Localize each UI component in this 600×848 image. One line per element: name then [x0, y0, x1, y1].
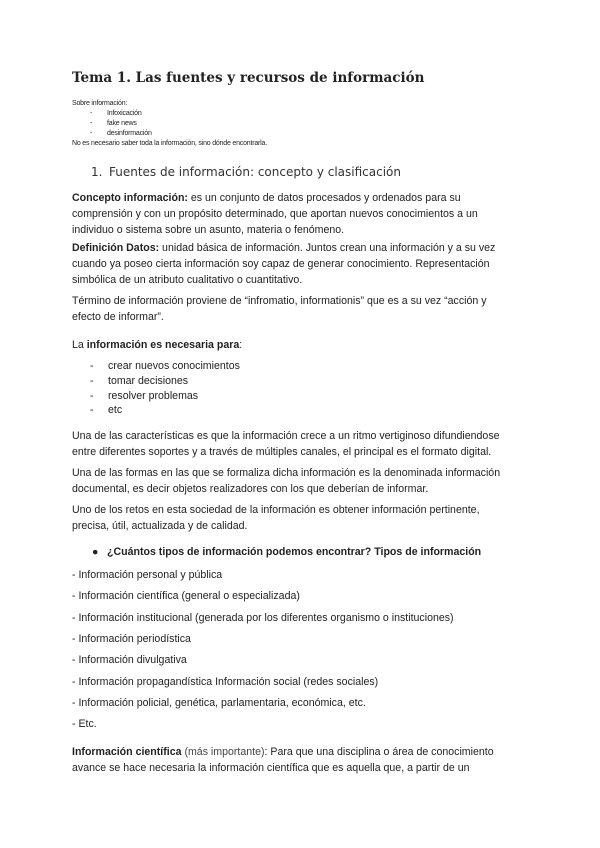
termino-paragraph: Término de información proviene de “infromatio, informationis” que es a su vez “acción y efecto de informar”. [72, 295, 487, 323]
list-item: - crear nuevos conocimientos [90, 360, 240, 372]
tipos-heading: ● ¿Cuántos tipos de información podemos encontrar? Tipos de información [92, 546, 482, 558]
notes-item: - desinformación [90, 130, 152, 137]
necesaria-heading: La información es necesaria para: [72, 339, 243, 351]
concepto-paragraph: Concepto información: es un conjunto de datos procesados y ordenados para su comprensión y con un propósito determinado, que aportan nuevos conocimientos a un individuo o sistema sobre un asunto, materia o fenómeno. [72, 192, 478, 236]
notes-item: - fake news [90, 120, 137, 127]
section-heading: 1. Fuentes de información: concepto y clasificación [91, 165, 401, 179]
tipo-item: - Información propagandística Información social (redes sociales) [72, 676, 379, 688]
cientifica-paragraph: Información científica (más importante): Para que una disciplina o área de conocimiento avance se hace necesaria la información científica que es aquella que, a partir de un [72, 746, 494, 774]
list-item: - etc [90, 404, 123, 416]
tipo-item: - Información divulgativa [72, 654, 187, 666]
tipo-item: - Información policial, genética, parlamentaria, económica, etc. [72, 697, 366, 709]
tipo-item: - Información personal y pública [72, 569, 223, 581]
definicion-paragraph: Definición Datos: unidad básica de información. Juntos crean una información y a su vez cuando ya poseo cierta información soy capaz de generar conocimiento. Representación simbólica de un atributo cualitativo o cuantitativo. [72, 242, 496, 286]
tipo-item: - Información científica (general o especializada) [72, 590, 300, 602]
notes-heading: Sobre información: [72, 100, 128, 107]
tipo-item: - Etc. [72, 718, 97, 730]
tipo-item: - Información periodística [72, 633, 191, 645]
formas-paragraph: Una de las formas en las que se formaliza dicha información es la denominada información documental, es decir objetos realizadores con los que deberían de informar. [72, 467, 501, 495]
page-title: Tema 1. Las fuentes y recursos de información [72, 70, 425, 86]
retos-paragraph: Uno de los retos en esta sociedad de la información es obtener información pertinente, precisa, útil, actualizada y de calidad. [72, 504, 480, 532]
caracteristicas-paragraph: Una de las características es que la información crece a un ritmo vertiginoso difundiendose entre diferentes soportes y a través de múltiples canales, el principal es el formato digital. [72, 430, 500, 458]
list-item: - resolver problemas [90, 390, 199, 402]
list-item: - tomar decisiones [90, 375, 189, 387]
notes-item: - Infoxicación [90, 110, 142, 117]
tipo-item: - Información institucional (generada por los diferentes organismo o instituciones) [72, 612, 454, 624]
notes-footer: No es necesario saber toda la información, sino dónde encontrarla. [72, 140, 267, 147]
